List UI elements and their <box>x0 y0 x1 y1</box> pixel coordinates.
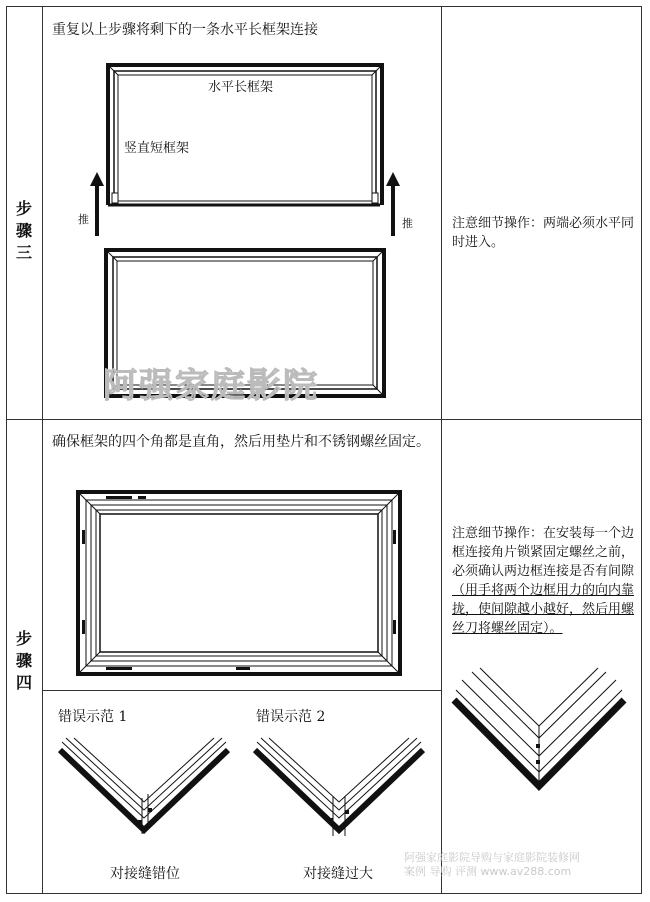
wrong-example-2-diagram <box>255 738 423 846</box>
push-label-left: 推 <box>78 213 89 226</box>
wrong-example-2-caption: 对接缝过大 <box>303 866 373 882</box>
step3-side-label-text: 步 骤 三 <box>15 199 32 262</box>
column-divider-right <box>441 6 442 894</box>
table-border-right <box>641 6 642 894</box>
label-vertical-frame: 竖直短框架 <box>124 141 190 156</box>
step4-note <box>452 524 634 638</box>
step4-instruction: 确保框架的四个角都是直角，然后用垫片和不锈钢螺丝固定。 <box>52 434 430 450</box>
wrong-example-1-caption: 对接缝错位 <box>110 866 180 882</box>
push-arrow-right-icon <box>386 172 400 236</box>
table-border-top <box>6 6 642 7</box>
step4-assembled-frame <box>76 490 402 676</box>
row-divider <box>6 419 642 420</box>
table-border-left <box>6 6 7 894</box>
push-arrow-left-icon <box>90 172 104 236</box>
wrong-example-2-title: 错误示范 2 <box>256 709 326 725</box>
column-divider-left <box>42 6 43 894</box>
push-label-right: 推 <box>402 217 413 230</box>
table-border-bottom <box>6 893 642 894</box>
step4-note-plain: 注意细节操作：在安装每一个边框连接角片锁紧固定螺丝之前，必须确认两边框连接是否有间隙 <box>452 526 635 579</box>
corner-detail-diagram <box>454 668 624 796</box>
step4-note-underlined: （用手将两个边框用力的向内靠拢，使间隙越小越好，然后用螺丝刀将螺丝固定）。 <box>452 583 635 636</box>
watermark-sub <box>404 851 640 879</box>
watermark-sub-line2: 案例 导购 评测 www.av288.com <box>404 865 572 878</box>
wrong-example-1-diagram <box>60 738 228 846</box>
step4-side-label-text: 步 骤 四 <box>15 629 32 692</box>
watermark-sub-line1: 阿强家庭影院导购与家庭影院装修网 <box>404 851 580 864</box>
step3-instruction: 重复以上步骤将剩下的一条水平长框架连接 <box>52 22 318 38</box>
wrong-example-1-title: 错误示范 1 <box>58 709 128 725</box>
step3-note: 注意细节操作：两端必须水平同时进入。 <box>452 216 635 250</box>
step3-side-label <box>13 198 35 264</box>
step4-sub-divider <box>42 690 442 691</box>
label-horizontal-frame: 水平长框架 <box>208 80 274 95</box>
watermark-main: 阿强家庭影院 <box>103 366 319 406</box>
step4-side-label <box>13 628 35 694</box>
